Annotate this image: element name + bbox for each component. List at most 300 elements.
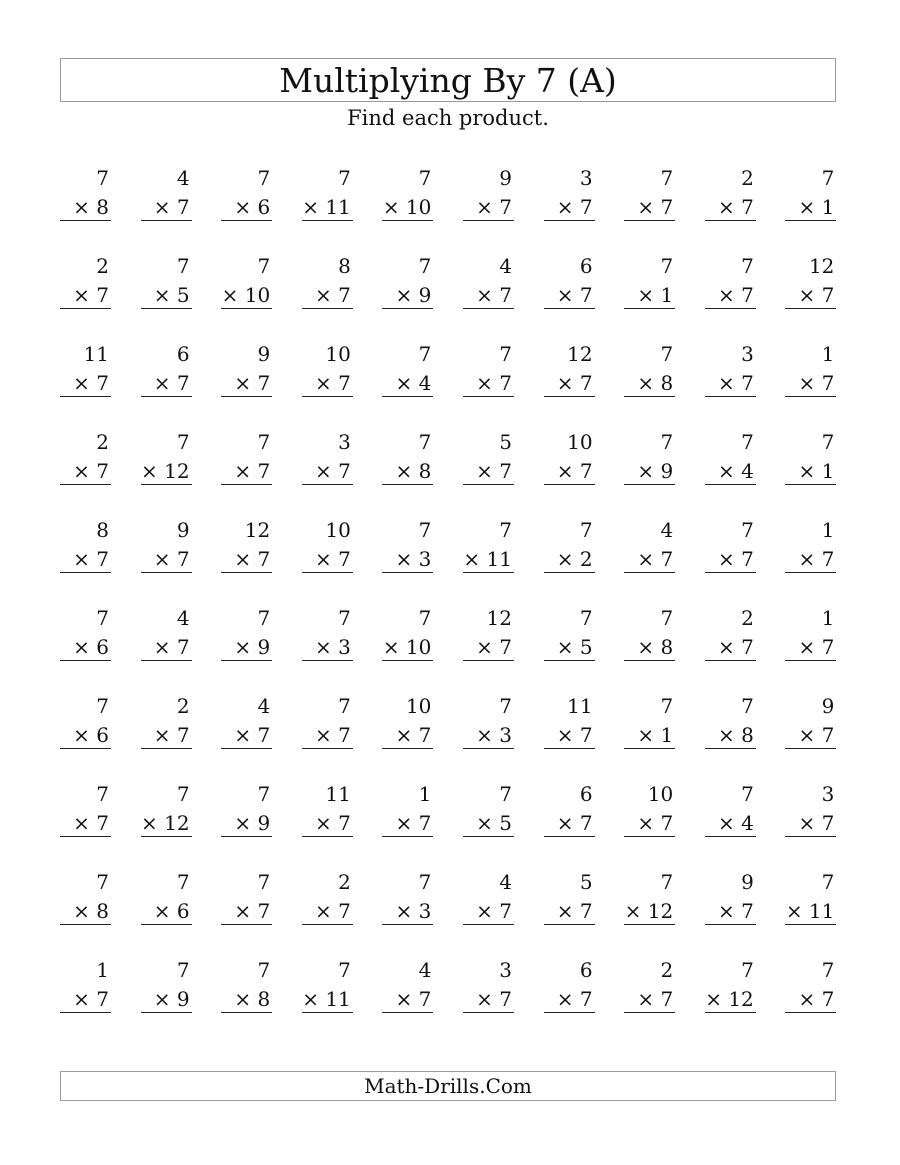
multiplicand: 9 (257, 342, 271, 366)
multiplication-problem (463, 779, 514, 841)
multiplication-problem (624, 779, 675, 841)
multiplier: × 7 (798, 371, 835, 395)
multiplicand: 7 (741, 254, 754, 278)
answer-line (302, 1012, 353, 1013)
answer-line (544, 220, 595, 221)
multiplier: × 10 (382, 635, 432, 659)
answer-line (382, 572, 433, 573)
answer-line (544, 308, 595, 309)
answer-line (302, 660, 353, 661)
answer-line (624, 836, 675, 837)
multiplicand: 7 (499, 518, 512, 542)
multiplier: × 6 (234, 195, 271, 219)
multiplier: × 9 (153, 987, 190, 1011)
multiplicand: 7 (741, 694, 754, 718)
multiplication-problem (463, 603, 514, 665)
answer-line (302, 572, 353, 573)
multiplicand: 7 (176, 430, 190, 454)
multiplication-problem (705, 691, 756, 753)
answer-line (60, 660, 111, 661)
answer-line (705, 572, 756, 573)
multiplication-problem (221, 163, 272, 225)
multiplicand: 9 (499, 166, 512, 190)
multiplication-problem (221, 603, 272, 665)
multiplier: × 7 (73, 547, 109, 571)
answer-line (624, 924, 675, 925)
multiplication-problem (302, 163, 353, 225)
answer-line (382, 484, 433, 485)
problem-row (60, 691, 836, 779)
multiplier: × 8 (637, 635, 674, 659)
multiplicand: 7 (741, 518, 754, 542)
multiplier: × 4 (395, 371, 432, 395)
multiplicand: 9 (821, 694, 835, 718)
answer-line (60, 1012, 111, 1013)
multiplicand: 4 (499, 870, 512, 894)
multiplicand: 10 (405, 694, 432, 718)
multiplier: × 1 (798, 195, 835, 219)
multiplier: × 3 (314, 635, 351, 659)
multiplication-problem (785, 427, 836, 489)
answer-line (221, 220, 272, 221)
answer-line (141, 572, 192, 573)
multiplicand: 7 (257, 606, 271, 630)
multiplication-problem (221, 691, 272, 753)
answer-line (302, 308, 353, 309)
answer-line (705, 836, 756, 837)
multiplicand: 7 (418, 606, 432, 630)
multiplier: × 12 (141, 811, 190, 835)
answer-line (141, 748, 192, 749)
multiplication-problem (544, 955, 595, 1017)
multiplicand: 2 (176, 694, 190, 718)
multiplication-problem (463, 339, 514, 401)
multiplicand: 7 (821, 870, 835, 894)
multiplicand: 2 (741, 166, 754, 190)
multiplicand: 7 (257, 166, 271, 190)
multiplier: × 7 (556, 899, 593, 923)
multiplicand: 3 (499, 958, 512, 982)
multiplicand: 2 (96, 430, 109, 454)
multiplicand: 2 (741, 606, 754, 630)
multiplicand: 12 (244, 518, 271, 542)
multiplicand: 11 (325, 782, 351, 806)
multiplication-problem (705, 955, 756, 1017)
multiplication-problem (382, 427, 433, 489)
multiplication-problem (624, 251, 675, 313)
multiplier: × 1 (637, 283, 674, 307)
multiplicand: 4 (257, 694, 271, 718)
multiplier: × 7 (73, 371, 109, 395)
multiplier: × 7 (314, 371, 351, 395)
answer-line (705, 308, 756, 309)
multiplication-problem (785, 251, 836, 313)
multiplicand: 1 (821, 518, 835, 542)
multiplication-problem (302, 339, 353, 401)
multiplication-problem (463, 867, 514, 929)
answer-line (785, 660, 836, 661)
multiplicand: 7 (257, 870, 271, 894)
multiplicand: 7 (96, 606, 109, 630)
multiplicand: 4 (176, 166, 190, 190)
multiplicand: 7 (257, 782, 271, 806)
multiplication-problem (141, 691, 192, 753)
multiplication-problem (705, 251, 756, 313)
multiplication-problem (382, 339, 433, 401)
multiplication-problem (382, 779, 433, 841)
answer-line (624, 220, 675, 221)
multiplication-problem (141, 427, 192, 489)
multiplication-problem (624, 691, 675, 753)
multiplicand: 7 (821, 958, 835, 982)
multiplicand: 10 (647, 782, 674, 806)
multiplier: × 7 (234, 459, 271, 483)
multiplication-problem (705, 515, 756, 577)
answer-line (382, 660, 433, 661)
multiplicand: 1 (821, 606, 835, 630)
multiplicand: 7 (660, 254, 674, 278)
answer-line (705, 220, 756, 221)
multiplier: × 5 (556, 635, 593, 659)
multiplier: × 7 (314, 811, 351, 835)
multiplication-problem (785, 163, 836, 225)
answer-line (463, 396, 514, 397)
multiplier: × 8 (637, 371, 674, 395)
multiplicand: 7 (660, 430, 674, 454)
answer-line (60, 396, 111, 397)
answer-line (705, 484, 756, 485)
multiplier: × 7 (153, 547, 190, 571)
multiplication-problem (624, 603, 675, 665)
multiplication-problem (785, 339, 836, 401)
multiplicand: 7 (660, 342, 674, 366)
multiplier: × 7 (798, 811, 835, 835)
answer-line (221, 748, 272, 749)
multiplier: × 7 (314, 899, 351, 923)
multiplication-problem (141, 515, 192, 577)
multiplier: × 8 (395, 459, 432, 483)
multiplier: × 7 (395, 723, 432, 747)
multiplicand: 7 (418, 342, 432, 366)
multiplicand: 6 (176, 342, 190, 366)
multiplication-problem (141, 867, 192, 929)
multiplicand: 1 (96, 958, 109, 982)
multiplication-problem (60, 779, 111, 841)
multiplication-problem (624, 515, 675, 577)
multiplication-problem (60, 955, 111, 1017)
multiplier: × 9 (395, 283, 432, 307)
multiplier: × 7 (476, 459, 512, 483)
multiplication-problem (221, 867, 272, 929)
multiplication-problem (60, 163, 111, 225)
multiplication-problem (302, 779, 353, 841)
answer-line (221, 924, 272, 925)
multiplicand: 7 (176, 958, 190, 982)
multiplier: × 1 (798, 459, 835, 483)
title-box (60, 58, 836, 102)
multiplication-problem (705, 603, 756, 665)
multiplicand: 7 (96, 694, 109, 718)
multiplication-problem (544, 779, 595, 841)
multiplication-problem (221, 427, 272, 489)
multiplier: × 7 (153, 635, 190, 659)
multiplicand: 7 (418, 518, 432, 542)
answer-line (221, 660, 272, 661)
multiplier: × 3 (395, 899, 432, 923)
multiplier: × 7 (314, 283, 351, 307)
multiplier: × 1 (637, 723, 674, 747)
multiplier: × 12 (705, 987, 754, 1011)
multiplication-problem (544, 603, 595, 665)
multiplicand: 12 (486, 606, 512, 630)
multiplication-problem (785, 867, 836, 929)
multiplicand: 6 (579, 958, 593, 982)
answer-line (221, 484, 272, 485)
multiplier: × 9 (637, 459, 674, 483)
answer-line (785, 220, 836, 221)
multiplier: × 7 (476, 195, 512, 219)
answer-line (785, 484, 836, 485)
multiplier: × 6 (153, 899, 190, 923)
multiplicand: 9 (741, 870, 754, 894)
multiplicand: 7 (579, 518, 593, 542)
multiplication-problem (624, 955, 675, 1017)
multiplication-problem (544, 427, 595, 489)
multiplicand: 6 (579, 782, 593, 806)
answer-line (221, 836, 272, 837)
answer-line (382, 924, 433, 925)
multiplier: × 2 (556, 547, 593, 571)
multiplicand: 6 (579, 254, 593, 278)
multiplicand: 7 (176, 782, 190, 806)
multiplier: × 7 (395, 987, 432, 1011)
multiplicand: 12 (808, 254, 835, 278)
multiplier: × 8 (717, 723, 754, 747)
multiplier: × 7 (234, 547, 271, 571)
multiplication-problem (141, 339, 192, 401)
answer-line (382, 308, 433, 309)
multiplication-problem (221, 779, 272, 841)
multiplier: × 7 (476, 371, 512, 395)
multiplicand: 7 (741, 782, 754, 806)
multiplier: × 11 (463, 547, 512, 571)
multiplier: × 7 (234, 899, 271, 923)
multiplication-problem (463, 427, 514, 489)
multiplier: × 7 (798, 723, 835, 747)
multiplication-problem (544, 515, 595, 577)
multiplicand: 7 (418, 254, 432, 278)
worksheet-title: Multiplying By 7 (A) (279, 60, 617, 100)
multiplicand: 2 (96, 254, 109, 278)
multiplication-problem (302, 251, 353, 313)
answer-line (785, 748, 836, 749)
multiplication-problem (382, 603, 433, 665)
multiplication-problem (141, 163, 192, 225)
answer-line (302, 748, 353, 749)
answer-line (302, 836, 353, 837)
multiplier: × 7 (476, 899, 512, 923)
problem-row (60, 515, 836, 603)
multiplicand: 11 (83, 342, 109, 366)
multiplier: × 7 (476, 283, 512, 307)
multiplicand: 7 (660, 870, 674, 894)
multiplier: × 12 (624, 899, 674, 923)
multiplication-problem (544, 867, 595, 929)
multiplier: × 7 (314, 459, 351, 483)
multiplication-problem (382, 691, 433, 753)
answer-line (544, 572, 595, 573)
multiplication-problem (544, 251, 595, 313)
answer-line (705, 924, 756, 925)
multiplicand: 7 (499, 694, 512, 718)
answer-line (785, 572, 836, 573)
multiplier: × 6 (73, 635, 109, 659)
instructions: Find each product. (347, 106, 549, 130)
multiplier: × 7 (556, 195, 593, 219)
multiplier: × 7 (637, 987, 674, 1011)
multiplication-problem (544, 691, 595, 753)
multiplicand: 5 (579, 870, 593, 894)
multiplicand: 7 (821, 430, 835, 454)
multiplier: × 8 (73, 899, 109, 923)
multiplication-problem (785, 603, 836, 665)
multiplier: × 7 (637, 195, 674, 219)
multiplicand: 7 (499, 782, 512, 806)
multiplier: × 4 (717, 459, 754, 483)
multiplier: × 7 (556, 459, 593, 483)
answer-line (302, 220, 353, 221)
multiplier: × 9 (234, 811, 271, 835)
answer-line (302, 484, 353, 485)
multiplication-problem (302, 603, 353, 665)
multiplicand: 7 (338, 166, 351, 190)
multiplication-problem (141, 779, 192, 841)
answer-line (624, 308, 675, 309)
multiplication-problem (221, 339, 272, 401)
multiplier: × 10 (382, 195, 432, 219)
multiplicand: 10 (567, 430, 593, 454)
problem-row (60, 603, 836, 691)
multiplicand: 5 (499, 430, 512, 454)
multiplier: × 7 (314, 547, 351, 571)
multiplication-problem (705, 339, 756, 401)
multiplication-problem (624, 163, 675, 225)
multiplier: × 7 (476, 987, 512, 1011)
multiplier: × 4 (717, 811, 754, 835)
multiplier: × 7 (556, 723, 593, 747)
answer-line (141, 836, 192, 837)
answer-line (141, 660, 192, 661)
multiplicand: 7 (257, 254, 271, 278)
multiplier: × 5 (153, 283, 190, 307)
multiplicand: 8 (96, 518, 109, 542)
multiplicand: 4 (499, 254, 512, 278)
multiplier: × 11 (785, 899, 835, 923)
answer-line (463, 308, 514, 309)
answer-line (785, 308, 836, 309)
multiplication-problem (463, 163, 514, 225)
answer-line (382, 1012, 433, 1013)
multiplicand: 4 (660, 518, 674, 542)
answer-line (785, 836, 836, 837)
multiplier: × 7 (234, 723, 271, 747)
multiplier: × 7 (556, 811, 593, 835)
multiplication-problem (60, 867, 111, 929)
multiplier: × 10 (221, 283, 271, 307)
multiplier: × 7 (73, 283, 109, 307)
multiplicand: 7 (821, 166, 835, 190)
multiplicand: 7 (96, 782, 109, 806)
multiplication-problem (624, 427, 675, 489)
answer-line (624, 1012, 675, 1013)
multiplier: × 7 (476, 635, 512, 659)
answer-line (544, 924, 595, 925)
multiplication-problem (60, 251, 111, 313)
multiplicand: 7 (418, 166, 432, 190)
answer-line (544, 660, 595, 661)
multiplication-problem (624, 867, 675, 929)
multiplicand: 11 (567, 694, 593, 718)
multiplication-problem (382, 515, 433, 577)
multiplicand: 2 (338, 870, 351, 894)
multiplication-problem (60, 691, 111, 753)
multiplication-problem (60, 427, 111, 489)
problem-row (60, 867, 836, 955)
multiplicand: 7 (499, 342, 512, 366)
answer-line (141, 484, 192, 485)
multiplication-problem (544, 163, 595, 225)
multiplication-problem (302, 515, 353, 577)
multiplicand: 7 (741, 430, 754, 454)
answer-line (221, 396, 272, 397)
multiplicand: 1 (821, 342, 835, 366)
multiplicand: 9 (176, 518, 190, 542)
problem-row (60, 779, 836, 867)
multiplication-problem (221, 251, 272, 313)
answer-line (463, 660, 514, 661)
multiplication-problem (382, 955, 433, 1017)
footer-text: Math-Drills.Com (364, 1074, 532, 1098)
multiplicand: 7 (338, 694, 351, 718)
multiplication-problem (705, 163, 756, 225)
multiplier: × 7 (717, 547, 754, 571)
answer-line (624, 484, 675, 485)
multiplicand: 7 (660, 606, 674, 630)
problem-row (60, 339, 836, 427)
multiplier: × 7 (73, 987, 109, 1011)
multiplicand: 1 (418, 782, 432, 806)
multiplication-problem (302, 691, 353, 753)
multiplier: × 7 (73, 459, 109, 483)
answer-line (705, 1012, 756, 1013)
multiplier: × 7 (556, 371, 593, 395)
answer-line (221, 308, 272, 309)
multiplication-problem (705, 867, 756, 929)
multiplication-problem (705, 779, 756, 841)
problem-row (60, 955, 836, 1043)
answer-line (463, 1012, 514, 1013)
multiplicand: 7 (418, 430, 432, 454)
multiplicand: 7 (418, 870, 432, 894)
multiplication-problem (382, 867, 433, 929)
multiplication-problem (60, 339, 111, 401)
answer-line (705, 396, 756, 397)
multiplier: × 12 (141, 459, 190, 483)
multiplier: × 7 (153, 371, 190, 395)
multiplicand: 7 (741, 958, 754, 982)
multiplier: × 7 (717, 371, 754, 395)
multiplicand: 7 (96, 870, 109, 894)
